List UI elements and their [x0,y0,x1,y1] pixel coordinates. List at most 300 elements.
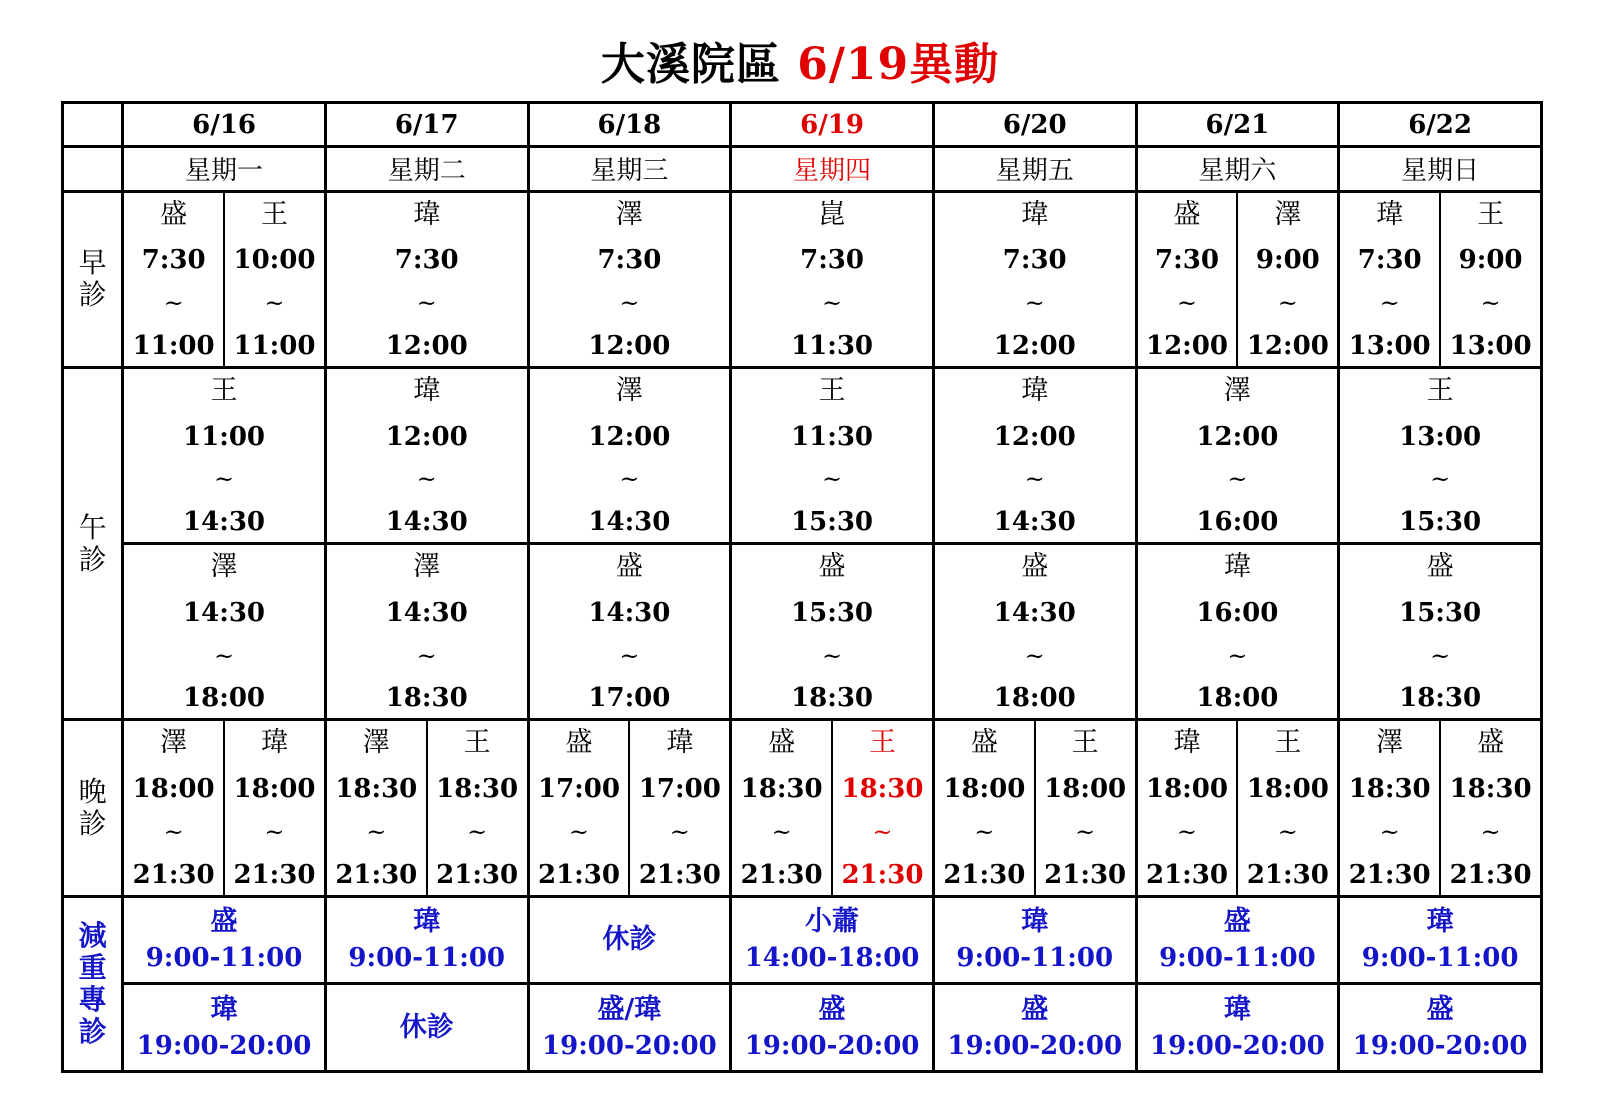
time-separator: ~ [669,817,690,846]
corner-cell [63,103,123,147]
doctor-name: 瑋 [260,727,288,759]
date-label: 6/16 [192,109,256,140]
morning-cell [1339,191,1542,367]
end-time: 15:30 [1399,507,1482,538]
afternoon-slot [732,369,932,542]
doctor-name: 澤 [413,551,441,583]
doctor-name: 盛 [1426,993,1454,1025]
doctor-name: 盛 [818,993,846,1025]
weight-cell [325,984,528,1072]
time-separator: ~ [1075,817,1096,846]
end-time: 21:30 [943,859,1026,890]
doctor-name: 王 [1274,727,1302,759]
evening-cell [528,720,731,896]
morning-slot [327,193,527,366]
doctor-name: 澤 [160,727,188,759]
doctor-name: 瑋 [1173,727,1201,759]
afternoon-slot [935,545,1135,718]
start-time: 14:30 [183,597,266,628]
evening-label [63,720,123,896]
date-label: 6/21 [1205,109,1270,140]
time-separator: ~ [1176,289,1198,318]
start-time: 16:00 [1196,597,1279,628]
time-separator: ~ [822,465,843,494]
time-separator: ~ [163,289,184,318]
weight-cell [325,896,528,984]
afternoon-slot [530,369,730,542]
weight-cell [528,984,731,1072]
time-separator: ~ [1379,817,1400,846]
afternoon-slot [530,545,730,718]
weekday-header [325,147,528,191]
date-label: 6/20 [1002,109,1067,140]
weekday-label: 星期五 [995,156,1074,187]
end-time: 17:00 [588,683,671,714]
afternoon-slot [124,369,324,542]
afternoon-label-text: 午診 [78,510,107,576]
start-time: 7:30 [1002,245,1067,276]
end-time: 18:00 [993,683,1076,714]
evening-slot [732,721,831,894]
weight-slot [1138,985,1338,1070]
doctor-name: 瑋 [1376,198,1404,230]
afternoon-slot [1138,545,1338,718]
start-time: 7:30 [141,245,206,276]
evening-slot [628,721,729,894]
end-time: 21:30 [1348,859,1431,890]
end-time: 12:00 [1146,330,1228,361]
doctor-name: 王 [868,727,896,759]
doctor-name: 瑋 [1021,906,1049,937]
start-time: 11:30 [791,421,874,452]
start-time: 18:30 [436,774,519,805]
morning-row [63,191,1542,367]
evening-row [63,720,1542,896]
weekday-row [63,147,1542,191]
doctor-name: 瑋 [210,993,238,1025]
doctor-name: 瑋 [1021,198,1049,230]
start-time: 18:00 [1246,774,1329,805]
end-time: 14:30 [385,507,468,538]
time-separator: ~ [264,817,285,846]
start-time: 18:30 [1449,774,1532,805]
doctor-name: 王 [463,727,491,759]
afternoon-cell [731,544,934,720]
start-time: 7:30 [394,245,459,276]
date-row [63,103,1542,147]
doctor-name: 盛 [970,727,998,759]
doctor-name: 澤 [615,374,643,406]
time-separator: ~ [1024,289,1045,318]
evening-slot [124,721,223,894]
weight-cell [933,896,1136,984]
end-time: 12:00 [1246,330,1329,361]
afternoon-cell [528,544,731,720]
weight-slot [732,898,932,983]
time-separator: ~ [163,817,184,846]
weight-slot [1340,985,1540,1070]
doctor-name: 澤 [362,727,390,759]
time-separator: ~ [213,641,235,670]
slot-time: 9:00-11:00 [145,943,303,973]
morning-cell [933,191,1136,367]
slot-time: 19:00-20:00 [744,1030,920,1061]
start-time: 9:00 [1255,245,1320,276]
weight-slot [124,898,324,983]
end-time: 21:30 [1146,859,1228,890]
end-time: 15:30 [791,507,874,538]
doctor-name: 盛 [210,906,238,937]
weekday-label: 星期四 [793,156,872,187]
time-separator: ~ [1480,817,1501,846]
weekday-header [528,147,731,191]
doctor-name: 盛 [1021,551,1049,583]
date-header [1136,103,1339,147]
start-time: 18:00 [132,774,215,805]
afternoon-label [63,367,123,720]
time-separator: ~ [467,817,488,846]
weight-slot [530,985,730,1070]
weight-slot [327,898,527,983]
evening-slot [426,721,527,894]
weight-cell [1339,896,1542,984]
weekday-header [731,147,934,191]
morning-label [63,191,123,367]
start-time: 12:00 [1196,421,1279,452]
morning-slot [530,193,730,366]
date-header [731,103,934,147]
afternoon-cell [933,544,1136,720]
evening-cell [325,720,528,896]
weight-slot [124,985,324,1070]
end-time: 13:00 [1348,330,1431,361]
afternoon-cell [123,367,326,543]
weight-cell [933,984,1136,1072]
doctor-name: 澤 [615,198,643,230]
start-time: 7:30 [800,245,864,276]
afternoon-slot [327,545,527,718]
evening-slot [831,721,932,894]
end-time: 12:00 [993,330,1076,361]
start-time: 12:00 [385,421,468,452]
end-time: 18:30 [385,683,468,714]
evening-cell [1339,720,1542,896]
time-separator: ~ [1227,465,1248,494]
afternoon-cell [1339,367,1542,543]
end-time: 21:30 [537,859,620,890]
time-separator: ~ [416,465,437,494]
afternoon-row-2 [63,544,1542,720]
start-time: 18:00 [1146,774,1228,805]
slot-time: 14:00-18:00 [744,943,920,973]
morning-slot [1340,193,1439,366]
end-time: 14:30 [993,507,1076,538]
afternoon-cell [123,544,326,720]
end-time: 16:00 [1196,507,1279,538]
end-time: 21:30 [132,859,215,890]
afternoon-cell [325,367,528,543]
start-time: 10:00 [233,245,316,276]
date-header [123,103,326,147]
doctor-name: 小蕭 [805,906,860,937]
slot-time: 9:00-11:00 [956,943,1114,973]
weight-label [63,896,123,1071]
morning-slot [1236,193,1337,366]
start-time: 12:00 [993,421,1076,452]
doctor-name: 盛 [818,551,846,583]
doctor-name: 盛 [565,727,593,759]
end-time: 18:00 [1196,683,1279,714]
doctor-name: 瑋 [1223,551,1251,583]
weight-cell [123,984,326,1072]
date-label: 6/22 [1408,109,1472,140]
afternoon-slot [124,545,324,718]
time-separator: ~ [1277,817,1298,846]
morning-slot [124,193,223,366]
end-time: 13:00 [1449,330,1532,361]
afternoon-slot [1340,369,1540,542]
title-main: 大溪院區 [600,39,781,90]
time-separator: ~ [872,817,893,846]
morning-cell [123,191,326,367]
doctor-name: 澤 [1376,727,1404,759]
start-time: 18:00 [233,774,316,805]
slot-time: 19:00-20:00 [136,1030,312,1061]
time-separator: ~ [822,641,843,670]
weight-cell [731,896,934,984]
doctor-name: 王 [1477,198,1505,230]
evening-slot [1340,721,1439,894]
end-time: 11:00 [132,330,215,361]
end-time: 21:30 [436,859,519,890]
start-time: 7:30 [1357,245,1422,276]
time-separator: ~ [1430,641,1451,670]
page-title [0,28,1600,92]
start-time: 13:00 [1399,421,1482,452]
time-separator: ~ [1024,465,1045,494]
date-header [1339,103,1542,147]
weekday-header [933,147,1136,191]
doctor-name: 瑋 [1021,374,1049,406]
end-time: 18:30 [791,683,874,714]
weight-slot [1340,898,1540,983]
end-time: 21:30 [335,859,418,890]
weight-cell [731,984,934,1072]
morning-slot [935,193,1135,366]
end-time: 12:00 [588,330,671,361]
weight-cell [1136,984,1339,1072]
end-time: 11:00 [233,330,316,361]
afternoon-slot [327,369,527,542]
afternoon-slot [732,545,932,718]
end-time: 21:30 [233,859,316,890]
doctor-name: 瑋 [413,906,441,937]
afternoon-cell [528,367,731,543]
time-separator: ~ [974,817,995,846]
doctor-name: 王 [818,374,846,406]
doctor-name: 休診 [399,1011,454,1043]
doctor-name: 瑋 [1223,993,1251,1025]
afternoon-cell [325,544,528,720]
end-time: 21:30 [638,859,721,890]
morning-slot [1439,193,1540,366]
weekday-header [1339,147,1542,191]
start-time: 15:30 [791,597,874,628]
weight-slot [530,898,730,983]
evening-cell [731,720,934,896]
time-separator: ~ [619,465,640,494]
doctor-name: 休診 [602,924,657,955]
start-time: 14:30 [993,597,1076,628]
start-time: 18:30 [740,774,823,805]
start-time: 15:30 [1399,597,1482,628]
corner-cell [63,147,123,191]
slot-time: 19:00-20:00 [947,1030,1123,1061]
weight-slot [1138,898,1338,983]
weekday-label: 星期三 [590,156,669,187]
start-time: 18:00 [943,774,1026,805]
time-separator: ~ [1024,641,1045,670]
start-time: 18:00 [1044,774,1127,805]
evening-slot [1138,721,1237,894]
date-label: 6/19 [800,109,864,140]
doctor-name: 盛 [1021,993,1049,1025]
time-separator: ~ [619,289,640,318]
doctor-name: 瑋 [1426,906,1454,937]
slot-time: 19:00-20:00 [1150,1030,1325,1061]
doctor-name: 澤 [1223,374,1251,406]
start-time: 9:00 [1458,245,1523,276]
time-separator: ~ [619,641,640,670]
evening-slot [1439,721,1540,894]
start-time: 11:00 [183,421,266,452]
start-time: 7:30 [1155,245,1219,276]
morning-label-text: 早診 [78,246,107,312]
weight-slot [327,985,527,1070]
end-time: 21:30 [740,859,823,890]
end-time: 21:30 [1044,859,1127,890]
doctor-name: 盛 [1223,906,1251,937]
title-highlight: 6/19異動 [797,39,1000,90]
morning-slot [732,193,932,366]
time-separator: ~ [1176,817,1198,846]
date-label: 6/17 [394,109,459,140]
time-separator: ~ [416,289,437,318]
end-time: 12:00 [385,330,468,361]
doctor-name: 盛/瑋 [597,993,662,1025]
slot-time: 9:00-11:00 [1159,943,1316,973]
start-time: 14:30 [588,597,671,628]
evening-slot [935,721,1034,894]
time-separator: ~ [416,641,437,670]
start-time: 18:30 [1348,774,1431,805]
end-time: 14:30 [588,507,671,538]
afternoon-slot [935,369,1135,542]
doctor-name: 澤 [1274,198,1302,230]
afternoon-cell [1136,544,1339,720]
weight-row-2 [63,984,1542,1072]
morning-cell [325,191,528,367]
doctor-name: 王 [1071,727,1099,759]
afternoon-cell [933,367,1136,543]
weekday-label: 星期日 [1401,156,1480,187]
doctor-name: 王 [1426,374,1454,406]
slot-time: 9:00-11:00 [348,943,506,973]
start-time: 17:00 [638,774,721,805]
time-separator: ~ [771,817,792,846]
doctor-name: 盛 [1173,198,1201,230]
start-time: 7:30 [597,245,662,276]
weekday-label: 星期六 [1198,156,1277,187]
afternoon-slot [1138,369,1338,542]
schedule-table [61,101,1543,1073]
weight-row-1 [63,896,1542,984]
doctor-name: 崑 [818,198,846,230]
doctor-name: 王 [210,374,238,406]
start-time: 18:30 [841,774,924,805]
weight-slot [732,985,932,1070]
evening-cell [123,720,326,896]
evening-cell [933,720,1136,896]
time-separator: ~ [1277,289,1298,318]
end-time: 21:30 [841,859,924,890]
date-header [528,103,731,147]
evening-cell [1136,720,1339,896]
weekday-header [1136,147,1339,191]
end-time: 18:30 [1399,683,1482,714]
date-label: 6/18 [597,109,662,140]
doctor-name: 瑋 [666,727,694,759]
time-separator: ~ [213,465,235,494]
doctor-name: 澤 [210,551,238,583]
evening-label-text: 晚診 [78,775,107,841]
weekday-label: 星期一 [185,156,264,187]
evening-slot [223,721,324,894]
evening-slot [530,721,629,894]
date-header [933,103,1136,147]
doctor-name: 瑋 [413,374,441,406]
morning-slot [1138,193,1237,366]
doctor-name: 盛 [1426,551,1454,583]
doctor-name: 盛 [160,198,188,230]
end-time: 21:30 [1246,859,1329,890]
time-separator: ~ [1480,289,1501,318]
slot-time: 19:00-20:00 [542,1030,717,1061]
afternoon-slot [1340,545,1540,718]
evening-slot [1034,721,1135,894]
time-separator: ~ [568,817,590,846]
start-time: 17:00 [537,774,620,805]
time-separator: ~ [264,289,285,318]
doctor-name: 瑋 [413,198,441,230]
weight-label-text: 減重專診 [78,918,107,1048]
weekday-header [123,147,326,191]
time-separator: ~ [822,289,843,318]
evening-slot [327,721,426,894]
weekday-label: 星期二 [387,156,466,187]
afternoon-cell [731,367,934,543]
morning-cell [731,191,934,367]
weight-cell [528,896,731,984]
time-separator: ~ [1430,465,1451,494]
evening-slot [1236,721,1337,894]
end-time: 18:00 [183,683,266,714]
doctor-name: 王 [260,198,288,230]
afternoon-row-1 [63,367,1542,543]
weight-slot [935,898,1135,983]
morning-cell [1136,191,1339,367]
doctor-name: 盛 [1477,727,1505,759]
